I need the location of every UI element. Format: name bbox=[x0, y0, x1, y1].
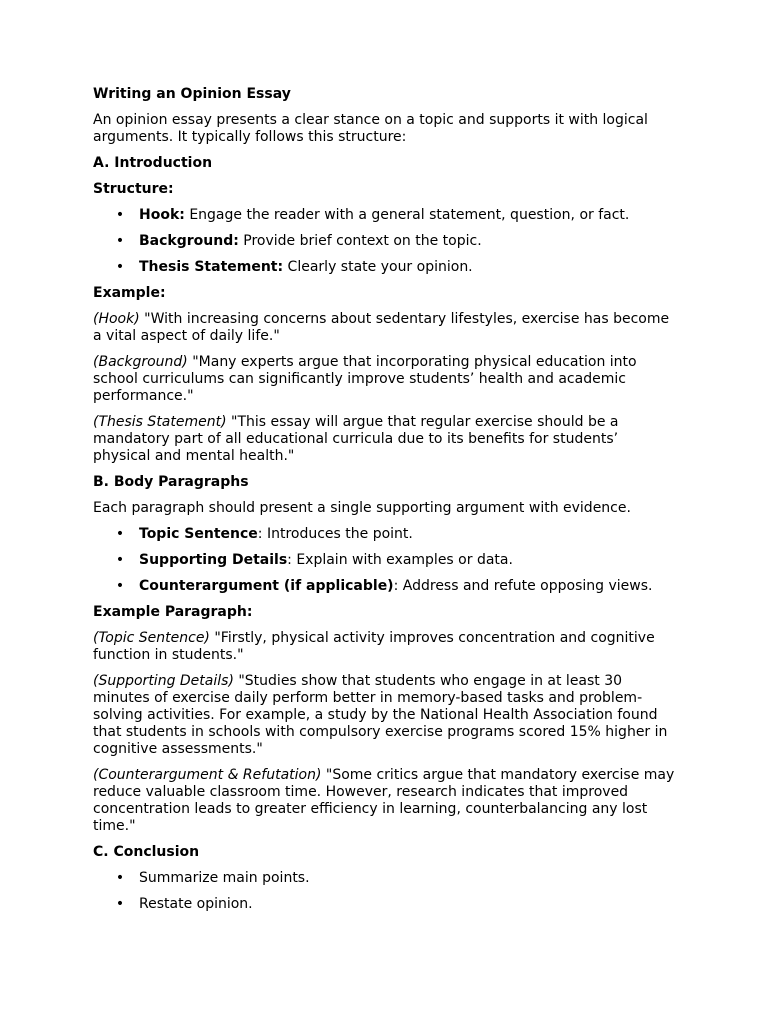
section-c-heading: C. Conclusion bbox=[93, 844, 200, 860]
list-item bbox=[93, 207, 678, 224]
example-text: "Some critics argue that mandatory exercise may reduce valuable classroom time. However, research indicates that improved concentration leads to greater efficiency in learning, counterbalancing any lost time." bbox=[93, 767, 675, 834]
list-item bbox=[93, 552, 678, 569]
document-page bbox=[93, 86, 678, 922]
structure-label: Structure: bbox=[93, 181, 174, 197]
list-item-term: Supporting Details bbox=[139, 552, 288, 568]
bullet-icon: • bbox=[115, 896, 125, 912]
section-b-intro: Each paragraph should present a single supporting argument with evidence. bbox=[93, 500, 631, 516]
bullet-icon: • bbox=[115, 552, 125, 568]
example-tag: (Thesis Statement) bbox=[93, 414, 227, 430]
bullet-icon: • bbox=[115, 233, 125, 249]
example-text: "This essay will argue that regular exercise should be a mandatory part of all educational curricula due to its benefits for students’ physical and mental health." bbox=[93, 414, 619, 464]
body-paragraph-list bbox=[93, 526, 678, 595]
list-item-term: Topic Sentence bbox=[139, 526, 258, 542]
list-item-term: Hook: bbox=[139, 207, 185, 223]
example-tag: (Counterargument & Refutation) bbox=[93, 767, 322, 783]
bullet-icon: • bbox=[115, 207, 125, 223]
list-item-term: Counterargument (if applicable) bbox=[139, 578, 394, 594]
example-text: "With increasing concerns about sedentary lifestyles, exercise has become a vital aspect of daily life." bbox=[93, 311, 670, 344]
list-item bbox=[93, 896, 678, 913]
list-item bbox=[93, 233, 678, 250]
example-tag: (Hook) bbox=[93, 311, 140, 327]
intro-paragraph: An opinion essay presents a clear stance on a topic and supports it with logical arguments. It typically follows this structure: bbox=[93, 112, 648, 145]
list-item-text: Clearly state your opinion. bbox=[283, 259, 473, 275]
bullet-icon: • bbox=[115, 870, 125, 886]
list-item-text: : Introduces the point. bbox=[257, 526, 413, 542]
section-a-heading: A. Introduction bbox=[93, 155, 213, 171]
example-tag: (Background) bbox=[93, 354, 188, 370]
bullet-icon: • bbox=[115, 259, 125, 275]
list-item-text: : Address and refute opposing views. bbox=[393, 578, 653, 594]
example-paragraph bbox=[93, 354, 678, 405]
example-paragraph bbox=[93, 311, 678, 345]
example-text: "Many experts argue that incorporating physical education into school curriculums can significantly improve students’ health and academic performance." bbox=[93, 354, 637, 404]
example-text: "Firstly, physical activity improves concentration and cognitive function in students." bbox=[93, 630, 655, 663]
example-text: "Studies show that students who engage in at least 30 minutes of exercise daily perform better in memory-based tasks and problem-solving activities. For example, a study by the National Health Association found that students in schools with compulsory exercise programs scored 15% higher in cognitive assessments." bbox=[93, 673, 668, 757]
list-item-text: : Explain with examples or data. bbox=[287, 552, 513, 568]
introduction-structure-list bbox=[93, 207, 678, 276]
bullet-icon: • bbox=[115, 526, 125, 542]
list-item-text: Provide brief context on the topic. bbox=[238, 233, 482, 249]
section-b-heading: B. Body Paragraphs bbox=[93, 474, 249, 490]
example-paragraph bbox=[93, 673, 678, 758]
list-item bbox=[93, 259, 678, 276]
example-paragraph bbox=[93, 414, 678, 465]
list-item-text: Summarize main points. bbox=[139, 870, 310, 886]
example-paragraph bbox=[93, 767, 678, 835]
conclusion-list bbox=[93, 870, 678, 913]
list-item-text: Engage the reader with a general statement, question, or fact. bbox=[184, 207, 630, 223]
list-item bbox=[93, 870, 678, 887]
example-tag: (Topic Sentence) bbox=[93, 630, 210, 646]
list-item-term: Thesis Statement: bbox=[139, 259, 284, 275]
list-item-term: Background: bbox=[139, 233, 239, 249]
example-paragraph bbox=[93, 630, 678, 664]
bullet-icon: • bbox=[115, 578, 125, 594]
list-item-text: Restate opinion. bbox=[139, 896, 253, 912]
example-paragraph-label: Example Paragraph: bbox=[93, 604, 253, 620]
example-tag: (Supporting Details) bbox=[93, 673, 234, 689]
list-item bbox=[93, 526, 678, 543]
example-label: Example: bbox=[93, 285, 166, 301]
list-item bbox=[93, 578, 678, 595]
document-title: Writing an Opinion Essay bbox=[93, 86, 291, 102]
